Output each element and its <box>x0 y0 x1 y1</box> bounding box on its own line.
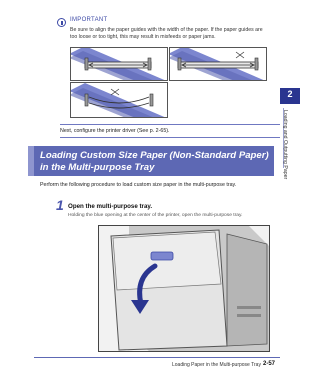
paper-guide-illustration-1 <box>70 47 168 81</box>
printer-drawing <box>99 226 269 351</box>
section-intro: Perform the following procedure to load custom size paper in the multi-purpose tray. <box>40 182 237 188</box>
important-icon <box>57 18 66 27</box>
paper-guide-drawing-2 <box>170 48 266 80</box>
footer-page-number: 2-57 <box>263 361 276 367</box>
chapter-label-text: Loading and Outputting Paper <box>282 110 288 180</box>
important-text: Be sure to align the paper guides with the width of the paper. If the paper guides are too loose or too tight, this may result in misfeeds or paper jams. <box>70 27 263 40</box>
paper-guide-drawing-1 <box>71 48 167 80</box>
footer-section-name: Loading Paper in the Multi-purpose Tray <box>172 362 261 368</box>
printer-illustration <box>98 225 270 352</box>
step-title: Open the multi-purpose tray. <box>68 203 153 210</box>
divider-bottom <box>60 137 280 138</box>
section-title: Loading Custom Size Paper (Non-Standard Paper) in the Multi-purpose Tray <box>40 150 269 173</box>
paper-guide-drawing-3 <box>71 83 167 117</box>
step-number: 1 <box>56 197 64 213</box>
footer-rule <box>34 357 280 358</box>
paper-guide-illustration-3 <box>70 82 168 118</box>
chapter-number: 2 <box>287 89 293 99</box>
next-step-text: Next, configure the printer driver (See p. 2-65). <box>60 128 170 134</box>
step-description: Holding the blue opening at the center of the printer, open the multi-purpose tray. <box>68 213 243 218</box>
chapter-label <box>282 110 294 210</box>
important-label: IMPORTANT <box>70 17 108 23</box>
paper-guide-illustration-2 <box>169 47 267 81</box>
divider-top <box>60 124 280 125</box>
